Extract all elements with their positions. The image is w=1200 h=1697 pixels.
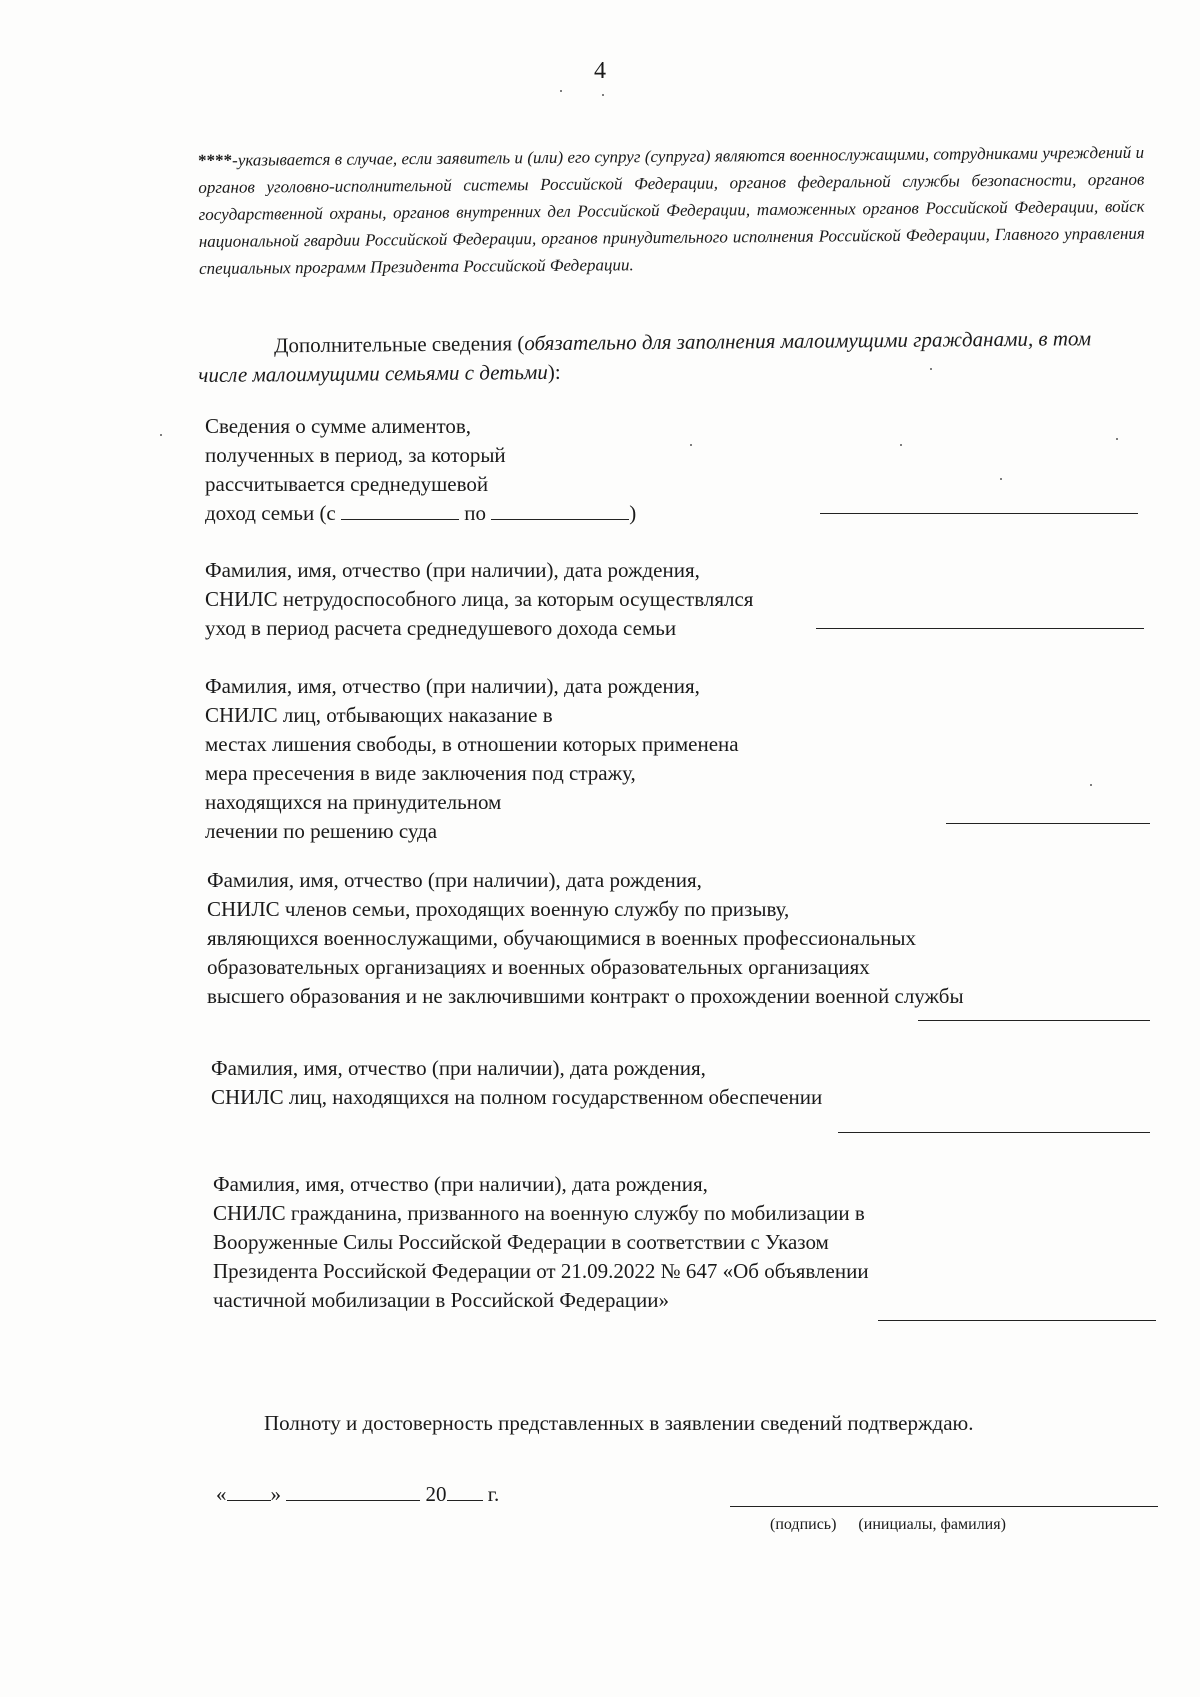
scan-speck bbox=[1090, 784, 1092, 786]
care-section: Фамилия, имя, отчество (при наличии), дата рождения, СНИЛС нетрудоспособного лица, за которым осуществлялся уход в период расчета среднедушевого дохода семьи bbox=[205, 558, 754, 640]
date-day-field[interactable] bbox=[227, 1480, 271, 1501]
scan-speck bbox=[160, 434, 162, 436]
intro-tail: ): bbox=[547, 359, 561, 384]
alimony-line-1: Сведения о сумме алиментов, bbox=[205, 414, 472, 438]
care-person-field[interactable] bbox=[816, 628, 1144, 629]
alimony-amount-field[interactable] bbox=[820, 513, 1138, 514]
footnote bbox=[198, 139, 1145, 282]
date-close-quote: » bbox=[270, 1482, 281, 1506]
state-support-person-field[interactable] bbox=[838, 1132, 1150, 1133]
scan-speck bbox=[560, 90, 562, 92]
date-row bbox=[216, 1480, 499, 1509]
alimony-period-close: ) bbox=[629, 501, 637, 525]
conscript-person-field[interactable] bbox=[918, 1020, 1150, 1021]
scan-speck bbox=[930, 368, 932, 370]
additional-info-heading bbox=[198, 324, 1144, 390]
alimony-period-to-field[interactable] bbox=[491, 499, 629, 520]
alimony-section bbox=[205, 412, 636, 528]
signature-labels bbox=[770, 1516, 1028, 1534]
mobilization-section: Фамилия, имя, отчество (при наличии), дата рождения, СНИЛС гражданина, призванного на военную службу по мобилизации в Вооруженные Силы Российской Федерации в соответствии с Указом Президента Российской Федерации от 21.09.2022 № 647 «Об объявлении частичной мобилизации в Российской Федерации» bbox=[213, 1172, 869, 1312]
date-year-prefix: 20 bbox=[425, 1482, 447, 1506]
alimony-line-3: рассчитывается среднедушевой bbox=[205, 472, 489, 496]
date-open-quote: « bbox=[216, 1482, 227, 1506]
state-support-section: Фамилия, имя, отчество (при наличии), дата рождения, СНИЛС лиц, находящихся на полном государственном обеспечении bbox=[211, 1056, 823, 1109]
alimony-line-2: полученных в период, за который bbox=[205, 443, 506, 467]
date-month-field[interactable] bbox=[286, 1480, 420, 1501]
intro-lead: Дополнительные сведения ( bbox=[274, 331, 525, 358]
signature-label: (подпись) bbox=[770, 1516, 837, 1533]
detention-section: Фамилия, имя, отчество (при наличии), дата рождения, СНИЛС лиц, отбывающих наказание в местах лишения свободы, в отношении которых применена мера пресечения в виде заключения под стражу, находящихся на принудительном лечении по решению суда bbox=[205, 674, 739, 843]
scan-speck bbox=[1116, 438, 1118, 440]
alimony-line-4 bbox=[205, 499, 636, 528]
date-year-suffix: г. bbox=[487, 1482, 500, 1506]
mobilization-person-field[interactable] bbox=[878, 1320, 1156, 1321]
scan-speck bbox=[690, 444, 692, 446]
alimony-period-from-field[interactable] bbox=[341, 499, 459, 520]
conscript-section: Фамилия, имя, отчество (при наличии), дата рождения, СНИЛС членов семьи, проходящих военную службу по призыву, являющихся военнослужащими, обучающимися в военных профессиональных образовательных организациях и военных образовательных организациях высшего образования и не заключившими контракт о прохождении военной службы bbox=[207, 868, 964, 1008]
signature-field[interactable] bbox=[730, 1506, 1158, 1507]
footnote-marker: **** bbox=[198, 150, 233, 170]
scan-speck bbox=[1000, 478, 1002, 480]
alimony-period-to-label: по bbox=[464, 501, 487, 525]
alimony-period-from-label: доход семьи (с bbox=[205, 501, 336, 525]
scan-speck bbox=[602, 94, 604, 96]
detention-person-field[interactable] bbox=[946, 823, 1150, 824]
scan-speck bbox=[900, 444, 902, 446]
confirmation-statement: Полноту и достоверность представленных в заявлении сведений подтверждаю. bbox=[264, 1411, 974, 1435]
page-number: 4 bbox=[594, 58, 606, 84]
footnote-text: -указывается в случае, если заявитель и (или) его супруг (супруга) являются военнослужащими, сотрудниками учреждений и органов уголовно-исполнительной системы Российской Федерации, органов федеральной службы безопасности, органов государственной охраны, органов внутренних дел Российской Федерации, таможенных органов Российской Федерации, войск национальной гвардии Российской Федерации, органов принудительного исполнения Российской Федерации, Главного управления специальных программ Президента Российской Федерации. bbox=[198, 142, 1145, 278]
initials-label: (инициалы, фамилия) bbox=[858, 1516, 1006, 1533]
intro-italic: обязательно для заполнения малоимущими гражданами, в том числе малоимущими семьями с детьми bbox=[198, 326, 1092, 387]
date-year-field[interactable] bbox=[447, 1480, 483, 1501]
